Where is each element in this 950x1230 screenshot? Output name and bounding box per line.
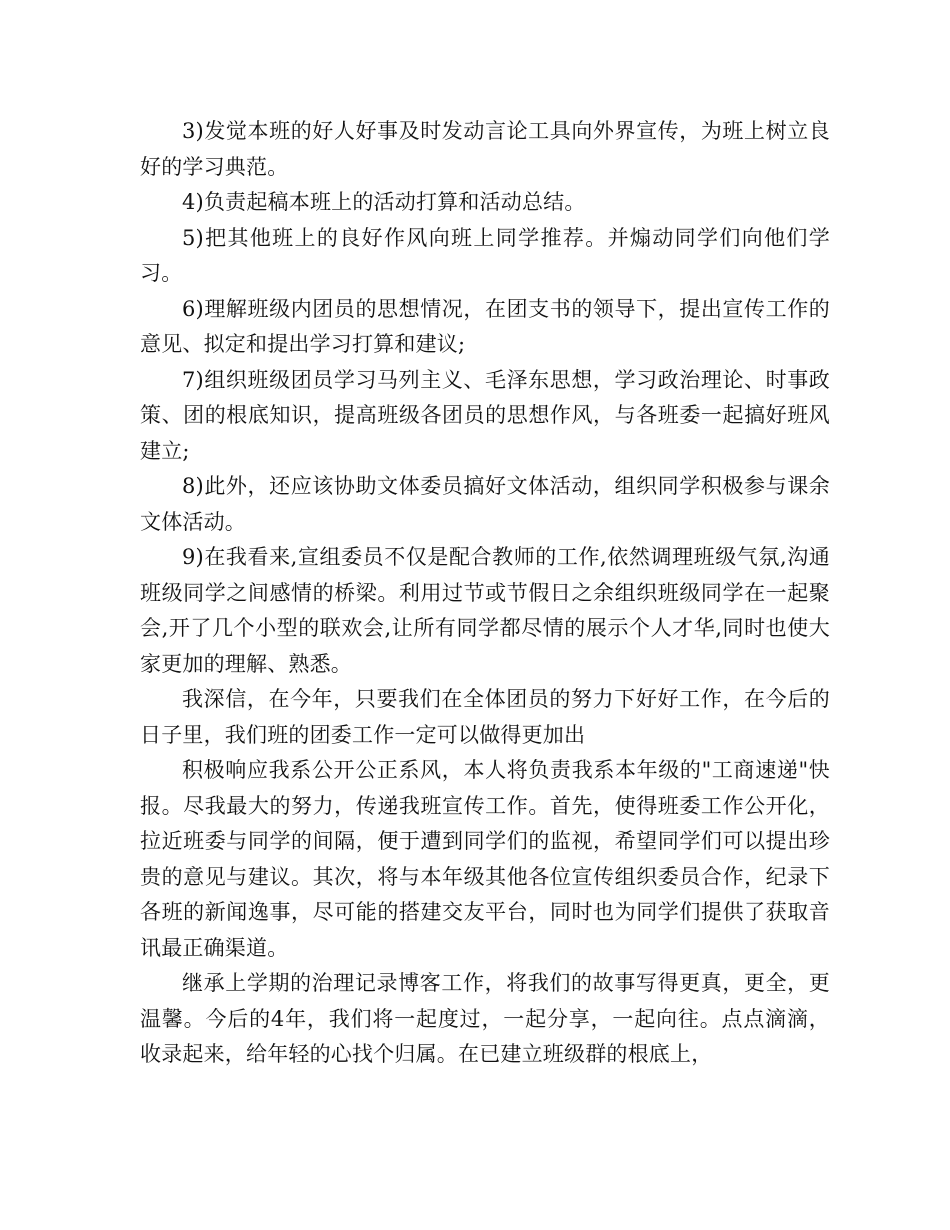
document-body	[140, 114, 830, 1073]
paragraph-newsletter: 积极响应我系公开公正系风，本人将负责我系本年级的"工商速递"快报。尽我最大的努力，传递我班宣传工作。首先，使得班委工作公开化，拉近班委与同学的间隔，便于遭到同学们的监视，希望同学们可以提出珍贵的意见与建议。其次，将与本年级其他各位宣传组织委员合作，纪录下各班的新闻逸事，尽可能的搭建交友平台，同时也为同学们提供了获取音讯最正确渠道。	[140, 758, 830, 960]
paragraph-duty-9: 9)在我看来,宣组委员不仅是配合教师的工作,依然调理班级气氛,沟通班级同学之间感情的桥梁。利用过节或节假日之余组织班级同学在一起聚会,开了几个小型的联欢会,让所有同学都尽情的展示个人才华,同时也使大家更加的理解、熟悉。	[140, 545, 830, 676]
paragraph-duty-5: 5)把其他班上的良好作风向班上同学推荐。并煽动同学们向他们学习。	[140, 225, 830, 285]
paragraph-duty-7: 7)组织班级团员学习马列主义、毛泽东思想，学习政治理论、时事政策、团的根底知识，提高班级各团员的思想作风，与各班委一起搞好班风建立;	[140, 367, 830, 463]
paragraph-blog: 继承上学期的治理记录博客工作，将我们的故事写得更真，更全，更温馨。今后的4年，我们将一起度过，一起分享，一起向往。点点滴滴，收录起来，给年轻的心找个归属。在已建立班级群的根底上，	[140, 971, 830, 1066]
paragraph-duty-3: 3)发觉本班的好人好事及时发动言论工具向外界宣传，为班上树立良好的学习典范。	[140, 119, 830, 179]
paragraph-duty-8: 8)此外，还应该协助文体委员搞好文体活动，组织同学积极参与课余文体活动。	[140, 474, 830, 534]
paragraph-belief: 我深信，在今年，只要我们在全体团员的努力下好好工作，在今后的日子里，我们班的团委工作一定可以做得更加出	[140, 687, 830, 747]
paragraph-duty-4: 4)负责起稿本班上的活动打算和活动总结。	[182, 190, 586, 214]
paragraph-duty-6: 6)理解班级内团员的思想情况，在团支书的领导下，提出宣传工作的意见、拟定和提出学习打算和建议;	[140, 296, 830, 356]
